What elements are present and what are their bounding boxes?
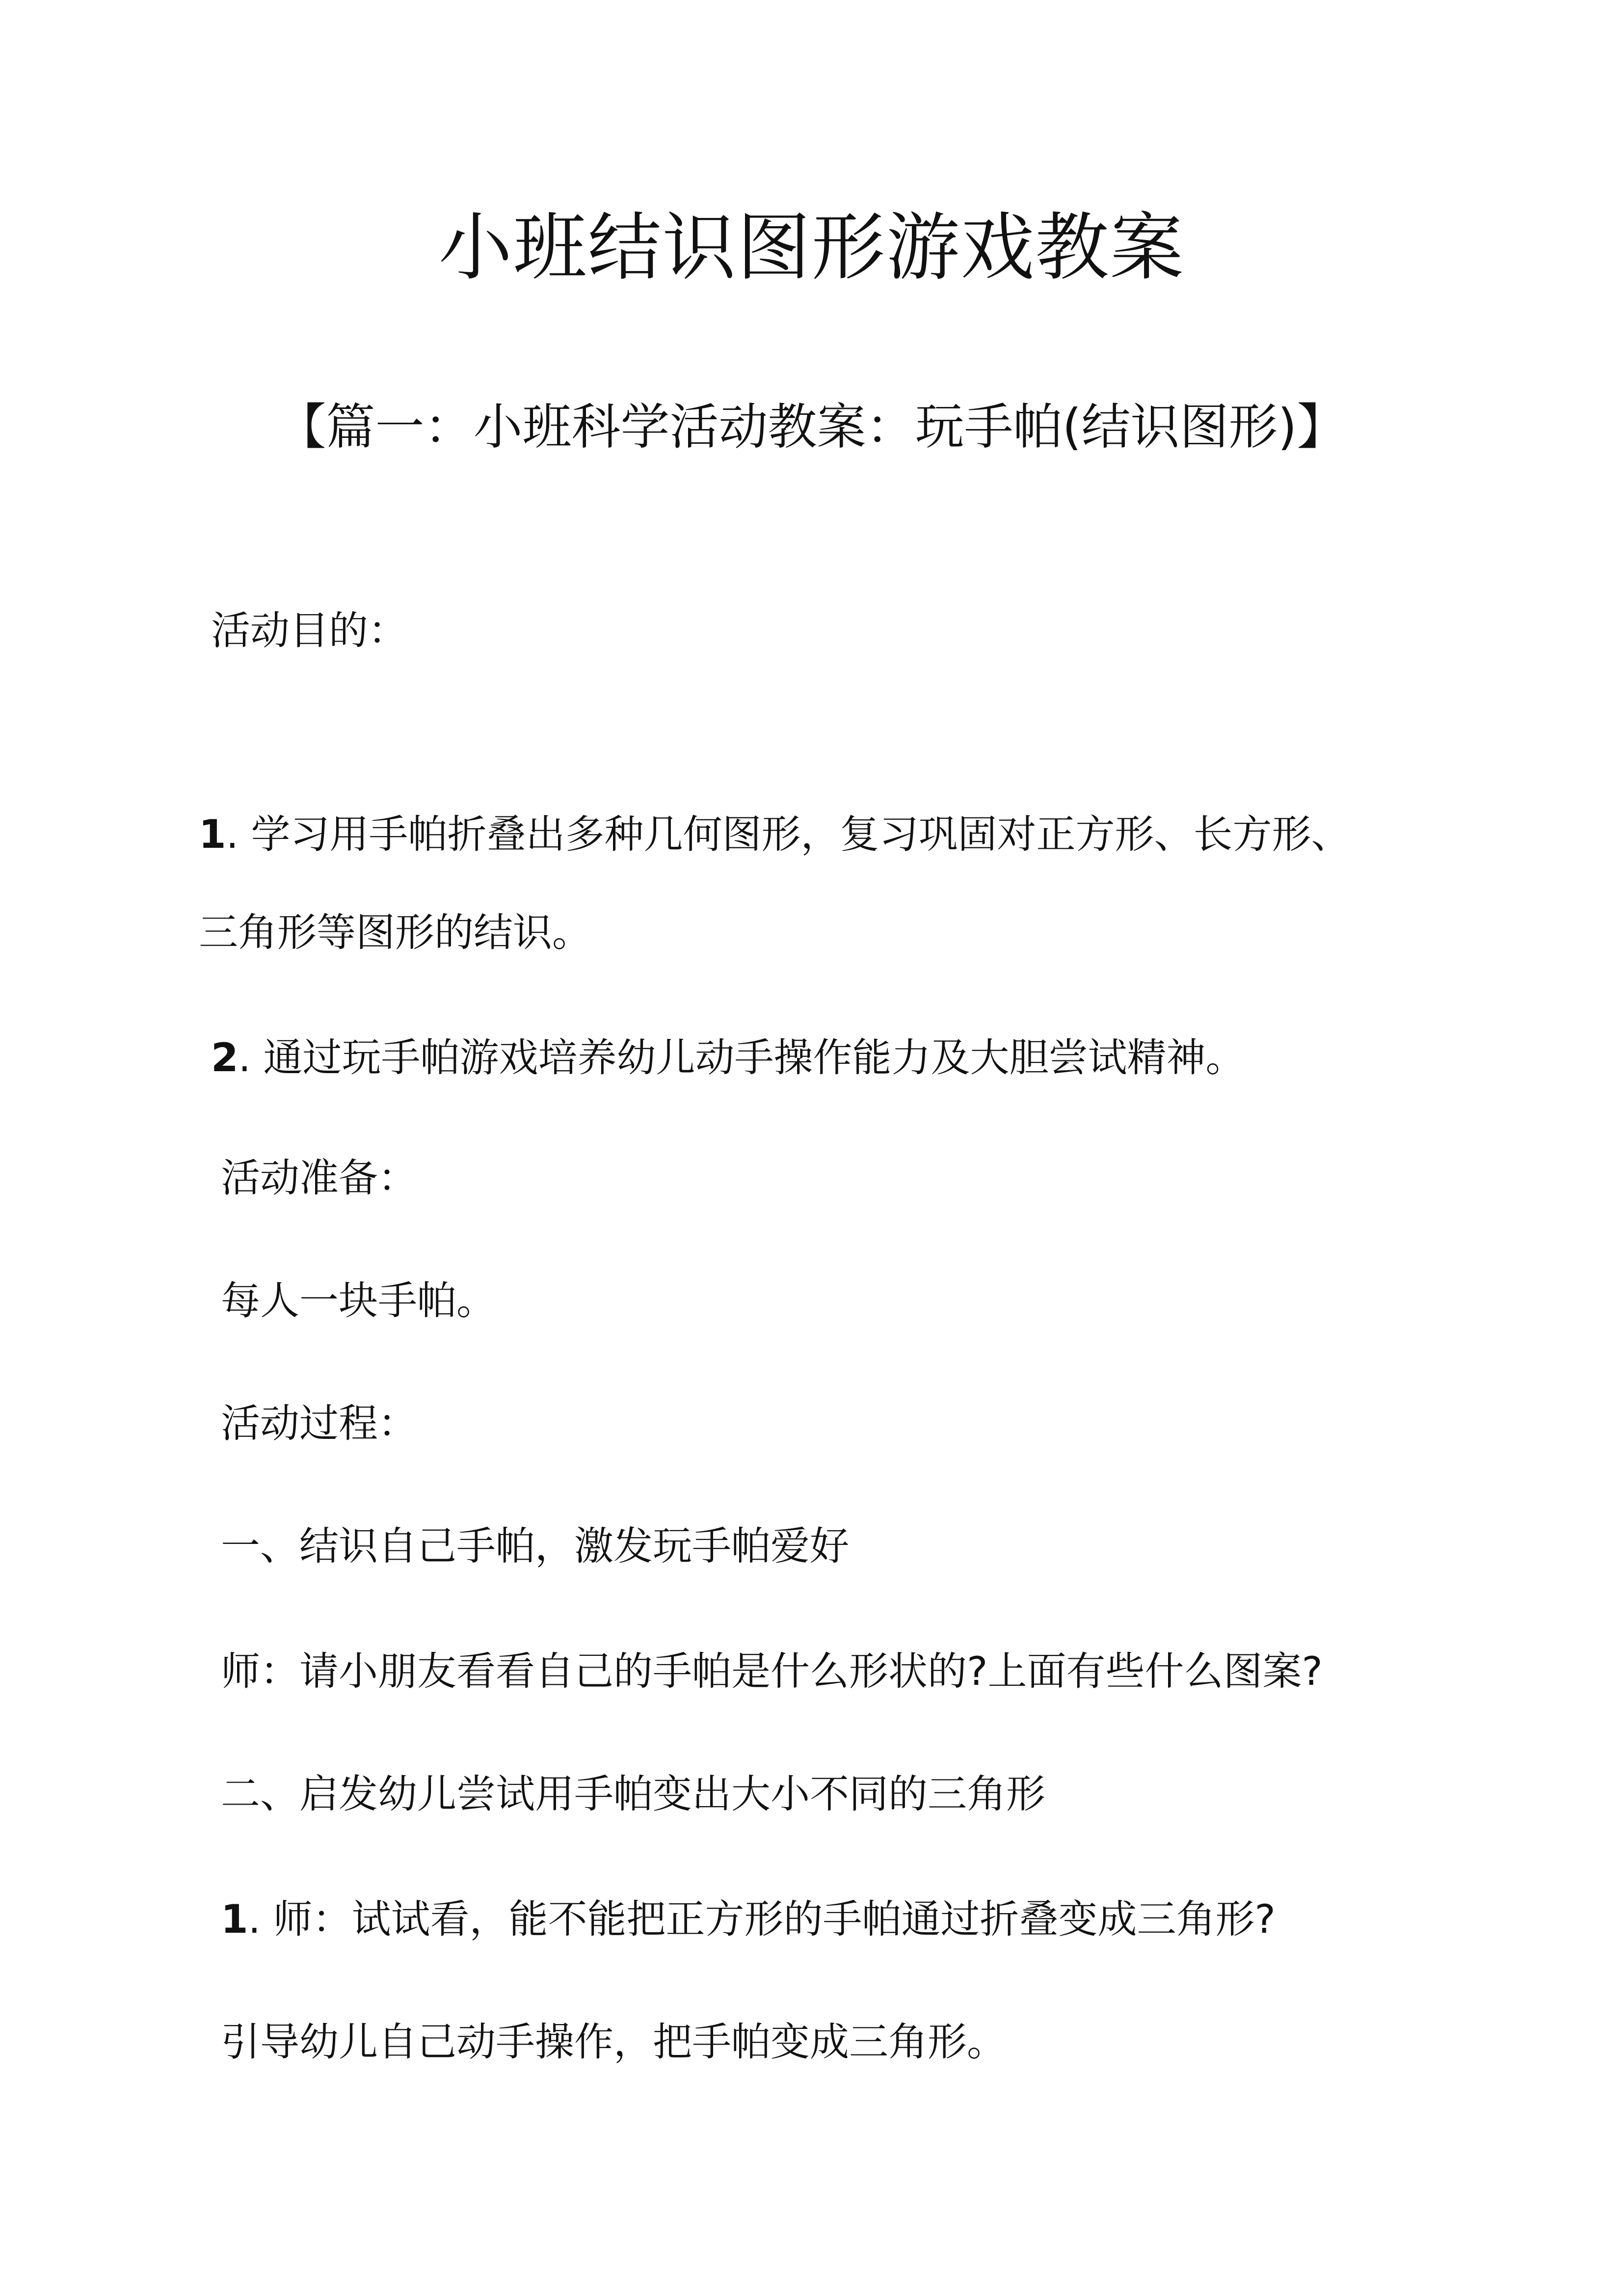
- line-text: 一、结识自己手帕，激发玩手帕爱好: [221, 1523, 849, 1569]
- line-text: 活动目的：: [211, 608, 407, 653]
- paragraph-line: [221, 1523, 849, 1569]
- paragraph-line: [199, 910, 591, 955]
- document-subtitle: 【篇一：小班科学活动教案：玩手帕(结识图形)】: [277, 398, 1346, 456]
- paragraph-line: [211, 1035, 1245, 1080]
- line-text: 引导幼儿自己动手操作，把手帕变成三角形。: [221, 2019, 1006, 2065]
- paragraph-line: [211, 608, 407, 653]
- line-text: 活动过程：: [221, 1401, 417, 1446]
- paragraph-line: [221, 1401, 417, 1446]
- paragraph-line: [199, 811, 1351, 857]
- paragraph-line: [221, 2019, 1006, 2065]
- line-text: 每人一块手帕。: [221, 1278, 496, 1324]
- paragraph-line: [221, 1155, 417, 1201]
- item-number: 2: [211, 1035, 239, 1080]
- line-text: 二、启发幼儿尝试用手帕变出大小不同的三角形: [221, 1771, 1045, 1817]
- line-text: 活动准备：: [221, 1155, 417, 1201]
- line-text: . 通过玩手帕游戏培养幼儿动手操作能力及大胆尝试精神。: [238, 1035, 1245, 1080]
- line-text: . 学习用手帕折叠出多种几何图形，复习巩固对正方形、长方形、: [226, 811, 1351, 857]
- paragraph-line: [221, 1278, 496, 1324]
- item-number: 1: [221, 1896, 248, 1942]
- line-text: . 师：试试看，能不能把正方形的手帕通过折叠变成三角形?: [248, 1896, 1276, 1942]
- paragraph-line: [221, 1896, 1276, 1942]
- line-text: 师：请小朋友看看自己的手帕是什么形状的?上面有些什么图案?: [221, 1648, 1323, 1694]
- document-title: 小班结识图形游戏教案: [438, 205, 1185, 291]
- line-text: 三角形等图形的结识。: [199, 910, 591, 955]
- paragraph-line: [221, 1771, 1045, 1817]
- paragraph-line: [221, 1648, 1323, 1694]
- item-number: 1: [199, 811, 226, 857]
